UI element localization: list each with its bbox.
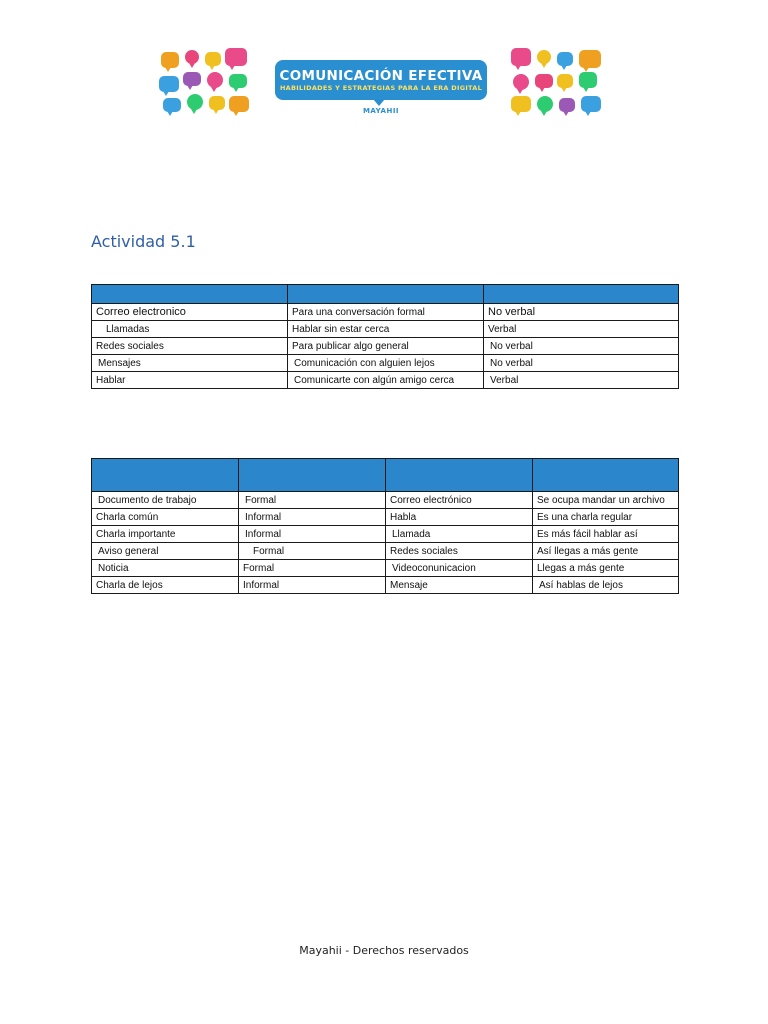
table-cell: Así hablas de lejos [533, 577, 679, 594]
table-cell: Llamadas [92, 321, 288, 338]
table-cell: Mensajes [92, 355, 288, 372]
table-cell: Informal [239, 577, 386, 594]
table-cell: Así llegas a más gente [533, 543, 679, 560]
table-cell: Verbal [484, 321, 679, 338]
chat-bubble-icon [229, 74, 247, 88]
table-cell: Aviso general [92, 543, 239, 560]
table-header-cell [386, 459, 533, 492]
table-header-cell [92, 459, 239, 492]
chat-bubble-icon [159, 76, 179, 92]
banner-subtitle: HABILIDADES Y ESTRATEGIAS PARA LA ERA DIGITAL [279, 83, 483, 92]
table-header-row [92, 459, 679, 492]
chat-bubble-icon [557, 74, 573, 88]
chat-bubble-icon [579, 72, 597, 88]
chat-bubble-icon [579, 50, 601, 68]
table-header-row [92, 285, 679, 304]
table-cell: Habla [386, 509, 533, 526]
table-row [92, 577, 679, 594]
chat-bubble-icon [183, 72, 201, 86]
table-row [92, 543, 679, 560]
chat-bubble-icon [513, 74, 529, 90]
table-cell: Es una charla regular [533, 509, 679, 526]
chat-bubble-icon [537, 96, 553, 112]
table-cell: Formal [239, 492, 386, 509]
table-cell: Es más fácil hablar así [533, 526, 679, 543]
table-cell: No verbal [484, 304, 679, 321]
chat-bubble-icon [535, 74, 553, 88]
table-cell: Documento de trabajo [92, 492, 239, 509]
table-header-cell [484, 285, 679, 304]
table-cell: No verbal [484, 338, 679, 355]
table-cell: Charla importante [92, 526, 239, 543]
chat-bubble-icon [225, 48, 247, 66]
chat-bubble-icon [185, 50, 199, 64]
table-row [92, 492, 679, 509]
table-header-cell [533, 459, 679, 492]
table-cell: Para una conversación formal [288, 304, 484, 321]
table-cell: Para publicar algo general [288, 338, 484, 355]
table-header-cell [239, 459, 386, 492]
table-cell: Redes sociales [386, 543, 533, 560]
chat-bubble-icon [511, 48, 531, 66]
table-cell: Charla común [92, 509, 239, 526]
chat-bubble-icon [161, 52, 179, 68]
communication-table [91, 284, 679, 389]
table-row [92, 321, 679, 338]
table-cell: Se ocupa mandar un archivo [533, 492, 679, 509]
table-cell: Correo electrónico [386, 492, 533, 509]
table-cell: Llegas a más gente [533, 560, 679, 577]
chat-bubble-icon [207, 72, 223, 88]
header-banner [155, 44, 607, 121]
table-row [92, 509, 679, 526]
table-cell: Informal [239, 526, 386, 543]
table-row [92, 355, 679, 372]
chat-bubble-icon [205, 52, 221, 66]
chat-bubble-icon [557, 52, 573, 66]
table-row [92, 526, 679, 543]
chat-bubble-icon [511, 96, 531, 112]
table-row [92, 304, 679, 321]
table-cell: Informal [239, 509, 386, 526]
table-cell: Redes sociales [92, 338, 288, 355]
table-header-cell [288, 285, 484, 304]
banner-title: COMUNICACIÓN EFECTIVA [279, 67, 483, 84]
table-cell: Comunicación con alguien lejos [288, 355, 484, 372]
activity-heading: Actividad 5.1 [91, 232, 196, 251]
table-row [92, 338, 679, 355]
chat-bubble-icon [581, 96, 601, 112]
table-cell: Verbal [484, 372, 679, 389]
table-cell: Hablar [92, 372, 288, 389]
table-cell: Formal [239, 560, 386, 577]
table-cell: Comunicarte con algún amigo cerca [288, 372, 484, 389]
table-cell: No verbal [484, 355, 679, 372]
banner-author: MAYAHII [362, 107, 400, 115]
table-cell: Videoconunicacion [386, 560, 533, 577]
table-cell: Hablar sin estar cerca [288, 321, 484, 338]
table-cell: Llamada [386, 526, 533, 543]
table-row [92, 372, 679, 389]
footer-copyright: Mayahii - Derechos reservados [299, 944, 469, 957]
table-cell: Correo electronico [92, 304, 288, 321]
chat-bubble-icon [559, 98, 575, 112]
table-cell: Noticia [92, 560, 239, 577]
table-row [92, 560, 679, 577]
chat-bubble-icon [537, 50, 551, 64]
table-cell: Charla de lejos [92, 577, 239, 594]
table-cell: Formal [239, 543, 386, 560]
speech-bubbles-decoration-right [507, 44, 607, 121]
table-header-cell [92, 285, 288, 304]
communication-type-table [91, 458, 679, 594]
table-cell: Mensaje [386, 577, 533, 594]
banner-title-box [275, 60, 487, 100]
